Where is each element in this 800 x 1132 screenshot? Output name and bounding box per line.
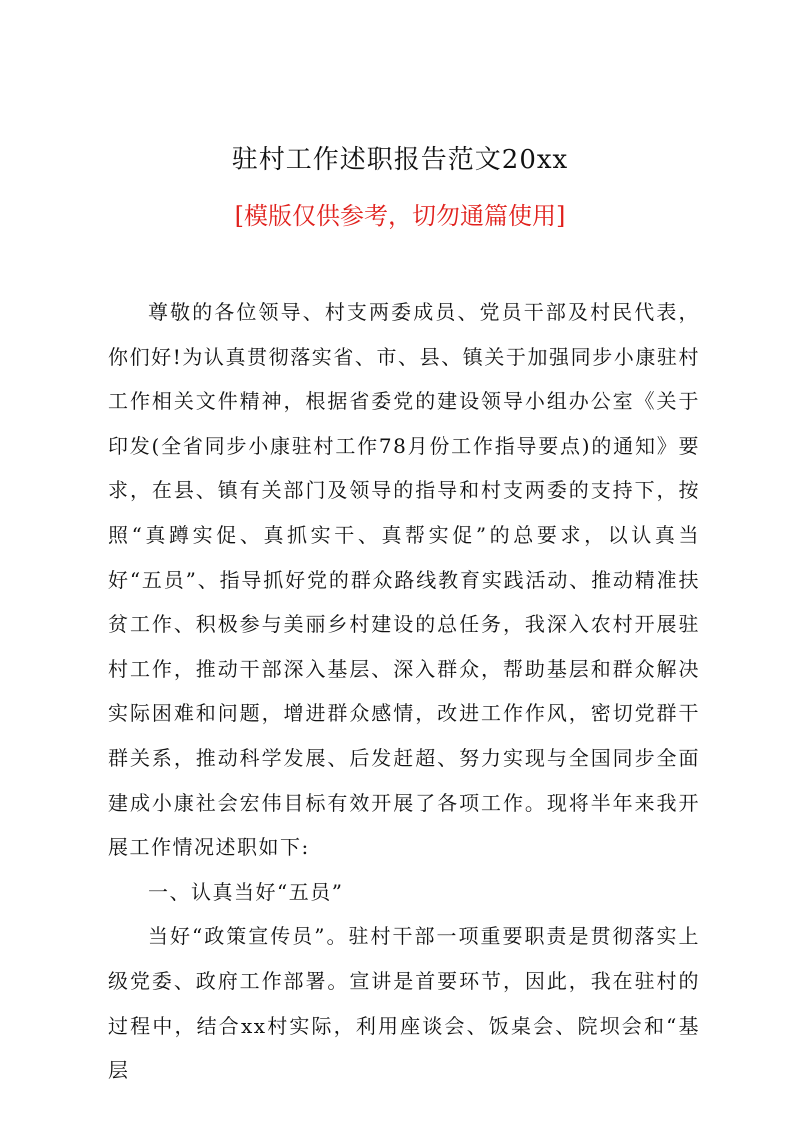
paragraph-greeting-intro: 尊敬的各位领导、村支两委成员、党员干部及村民代表，你们好!为认真贯彻落实省、市、县、镇关于加强同步小康驻村工作相关文件精神，根据省委党的建设领导小组办公室《关于印发(全省同步小康驻村工作78月份工作指导要点)的通知》要求，在县、镇有关部门及领导的指导和村支两委的支持下，按照“真蹲实促、真抓实干、真帮实促”的总要求，以认真当好“五员”、指导抓好党的群众路线教育实践活动、推动精准扶贫工作、积极参与美丽乡村建设的总任务，我深入农村开展驻村工作，推动干部深入基层、深入群众，帮助基层和群众解决实际困难和问题，增进群众感情，改进工作作风，密切党群干群关系，推动科学发展、后发赶超、努力实现与全国同步全面建成小康社会宏伟目标有效开展了各项工作。现将半年来我开展工作情况述职如下: xyxy=(108,300,700,860)
document-title: 驻村工作述职报告范文20xx xyxy=(231,145,569,175)
document-body xyxy=(108,290,700,1093)
section-heading: 一、认真当好“五员” xyxy=(148,879,344,904)
template-notice: [模版仅供参考，切勿通篇使用] xyxy=(234,202,566,230)
paragraph-policy-promoter: 当好“政策宣传员”。驻村干部一项重要职责是贯彻落实上级党委、政府工作部署。宣讲是首要环节，因此，我在驻村的过程中，结合xx村实际，利用座谈会、饭桌会、院坝会和“基层 xyxy=(108,924,700,1083)
